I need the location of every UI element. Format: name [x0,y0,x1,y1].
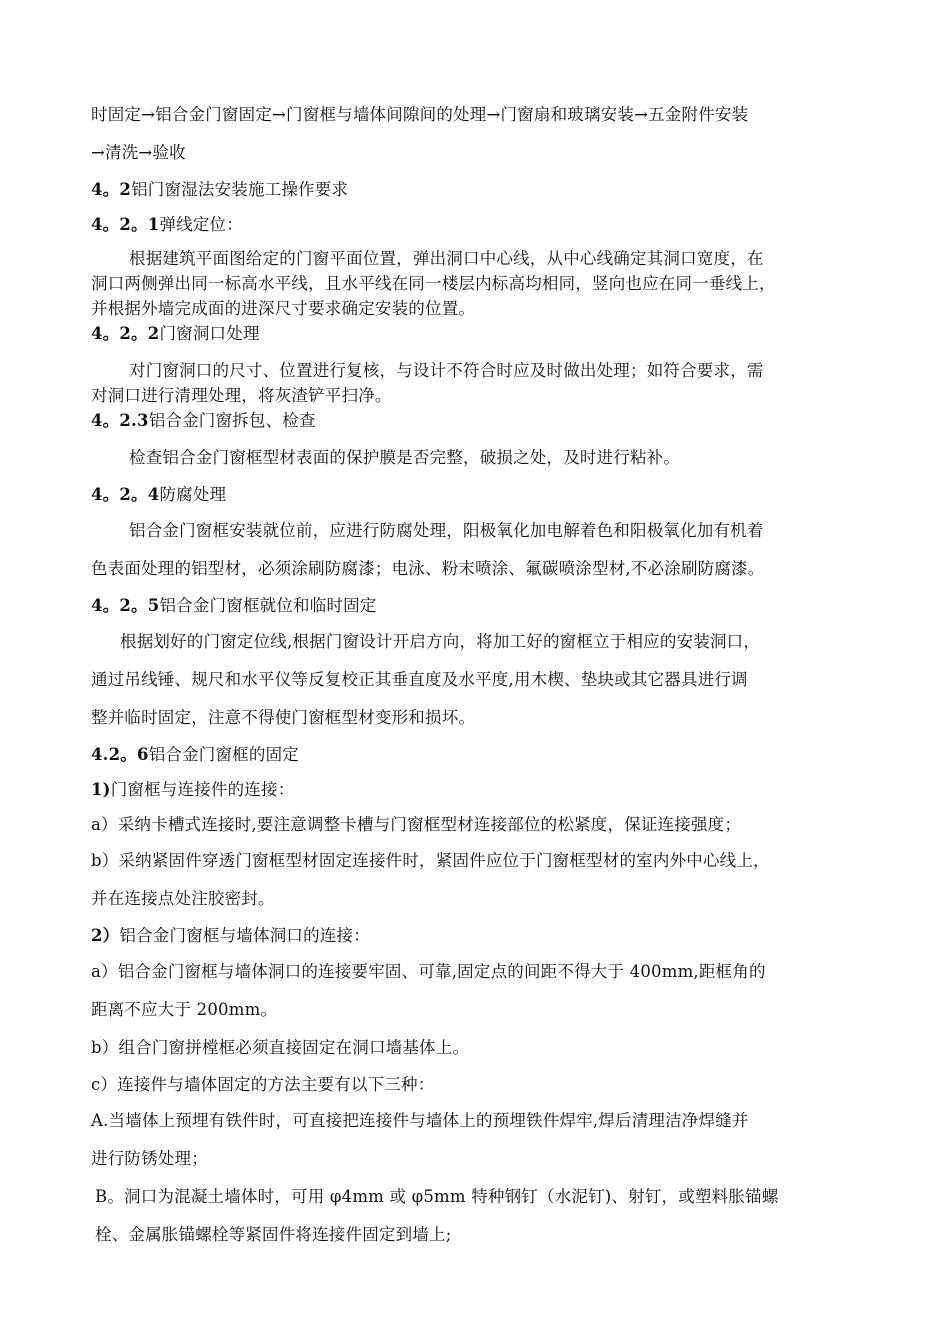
heading-number: 4。2.3 [91,411,149,430]
subsection-heading-2 [91,918,863,953]
heading-text: 铝合金门窗框与墙体洞口的连接： [119,926,370,945]
section-heading-4-2-1 [91,207,863,242]
subsection-heading-1 [91,772,863,807]
heading-number: 4。2。1 [91,215,160,234]
text-line: 栓、金属胀锚螺栓等紧固件将连接件固定到墙上; [95,1225,452,1244]
section-heading-4-2-6 [91,737,863,772]
heading-number: 2） [91,926,120,945]
text-line: a）铝合金门窗框与墙体洞口的连接要牢固、可靠,固定点的间距不得大于 400mm,距框角的 [91,962,766,981]
heading-number: 4。2 [91,180,132,199]
text-line: →清洗→验收 [91,143,186,162]
heading-text: 门窗洞口处理 [159,324,260,343]
text-line: b）采纳紧固件穿透门窗框型材固定连接件时，紧固件应位于门窗框型材的室内外中心线上， [91,851,770,870]
section-heading-4-2 [91,172,863,207]
heading-text: 门窗框与连接件的连接： [110,780,295,799]
text-line: 根据划好的门窗定位线,根据门窗设计开启方向，将加工好的窗框立于相应的安装洞口， [120,632,761,651]
text-line: 铝合金门窗框安装就位前，应进行防腐处理，阳极氧化加电解着色和阳极氧化加有机着 [129,521,764,540]
text-line: 进行防锈处理； [91,1149,208,1168]
section-heading-4-2-3 [91,408,863,433]
section-heading-4-2-2 [91,321,863,346]
text-line: 并根据外墙完成面的进深尺寸要求确定安装的位置。 [91,299,476,318]
text-line: 并在连接点处注胶密封。 [91,889,275,908]
section-heading-4-2-4 [91,477,863,512]
text-line: A.当墙体上预埋有铁件时，可直接把连接件与墙体上的预埋铁件焊牢,焊后清理洁净焊缝并 [91,1111,749,1130]
text-line: 通过吊线锤、规尺和水平仪等反复校正其垂直度及水平度,用木楔、垫块或其它器具进行调 [91,670,748,689]
text-line: 整并临时固定，注意不得使门窗框型材变形和损坏。 [91,708,476,727]
section-heading-4-2-5 [91,588,863,623]
text-line: 根据建筑平面图给定的门窗平面位置，弹出洞口中心线，从中心线确定其洞口宽度，在 [129,249,764,268]
heading-number: 4。2。2 [91,324,160,343]
text-line: 距离不应大于 200mm。 [91,1000,278,1019]
document-body [91,96,863,1254]
text-line: a）采纳卡槽式连接时,要注意调整卡槽与门窗框型材连接部位的松紧度，保证连接强度； [91,815,742,834]
heading-text: 铝合金门窗框就位和临时固定 [159,596,377,615]
heading-text: 弹线定位： [159,215,243,234]
text-line: 色表面处理的铝型材，必须涂刷防腐漆；电泳、粉末喷涂、氟碳喷涂型材,不必涂刷防腐漆。 [91,559,765,578]
heading-number: 4。2。4 [91,485,160,504]
heading-text: 铝合金门窗框的固定 [148,745,299,764]
text-line: c）连接件与墙体固定的方法主要有以下三种： [91,1075,435,1094]
text-line: 检查铝合金门窗框型材表面的保护膜是否完整，破损之处，及时进行粘补。 [129,448,681,467]
heading-text: 铝门窗湿法安装施工操作要求 [131,180,349,199]
text-line: 洞口两侧弹出同一标高水平线，且水平线在同一楼层内标高均相同，竖向也应在同一垂线上， [91,274,776,293]
text-line: B。洞口为混凝土墙体时，可用 φ4mm 或 φ5mm 特种钢钉（水泥钉)、射钉，或塑料胀锚螺 [95,1187,779,1206]
heading-number: 4.2。6 [91,745,149,764]
heading-text: 铝合金门窗拆包、检查 [148,411,316,430]
heading-number: 1) [91,780,111,799]
text-line: 对门窗洞口的尺寸、位置进行复核，与设计不符合时应及时做出处理；如符合要求，需 [129,361,764,380]
text-line: 对洞口进行清理处理，将灰渣铲平扫净。 [91,386,392,405]
text-line: b）组合门窗拼樘框必须直接固定在洞口墙基体上。 [91,1038,470,1057]
heading-text: 防腐处理 [159,485,227,504]
heading-number: 4。2。5 [91,596,160,615]
text-line: 时固定→铝合金门窗固定→门窗框与墙体间隙间的处理→门窗扇和玻璃安装→五金附件安装 [91,105,749,124]
